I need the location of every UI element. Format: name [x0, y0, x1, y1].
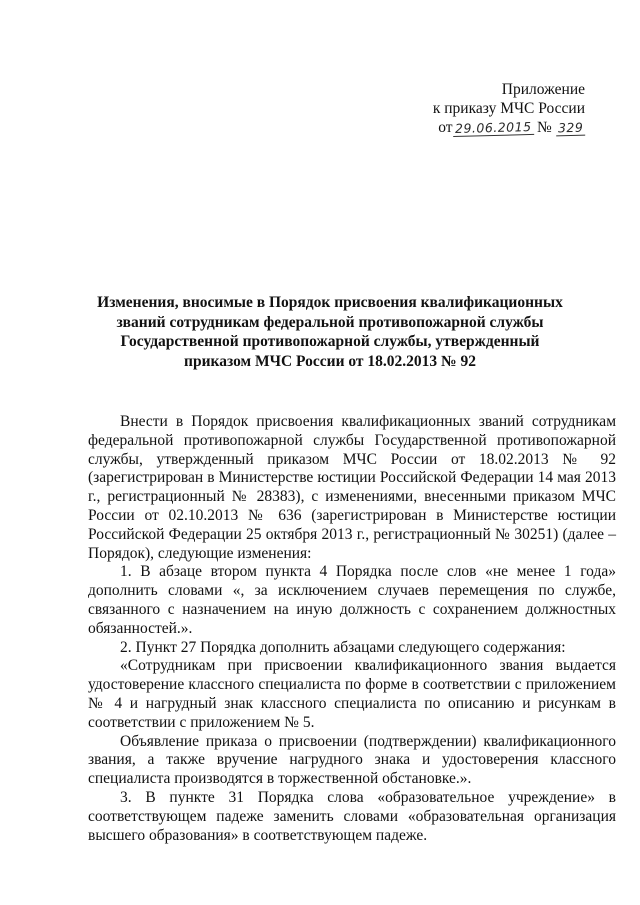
- document-title: [90, 293, 570, 371]
- document-body: [88, 413, 616, 845]
- title-line-2: званий сотрудникам федеральной противопожарной службы: [116, 313, 544, 331]
- item-3-paragraph: 3. В пункте 31 Порядка слова «образовательное учреждение» в соответствующем падеже заменить словами «образовательная организация высшего образования» в соответствующем падеже.: [88, 788, 616, 844]
- item-2-quote-paragraph-1: «Сотрудникам при присвоении квалификационного звания выдается удостоверение классного специалиста по форме в соответствии с приложением № 4 и нагрудный знак классного специалиста по описанию и рисункам в соответствии с приложением № 5.: [88, 657, 616, 731]
- intro-paragraph: Внести в Порядок присвоения квалификационных званий сотрудникам федеральной противопожарной службы Государственной противопожарной службы, утвержденный приказом МЧС России от 18.02.2013 № 92 (зарегистрирован в Министерстве юстиции Российской Федерации 14 мая 2013 г., регистрационный № 28383), с изменениями, внесенными приказом МЧС России от 02.10.2013 № 636 (зарегистрирован в Министерстве юстиции Российской Федерации 25 октября 2013 г., регистрационный № 30251) (далее – Порядок), следующие изменения:: [88, 413, 616, 562]
- title-line-3: Государственной противопожарной службы, утвержденный: [120, 333, 540, 350]
- title-line-4: приказом МЧС России от 18.02.2013 № 92: [184, 352, 476, 370]
- appendix-heading: Приложение: [501, 81, 585, 98]
- item-2-quote-paragraph-2: Объявление приказа о присвоении (подтверждении) квалификационного звания, а также вручение нагрудного знака и удостоверения классного специалиста производятся в торжественной обстановке.».: [88, 732, 616, 788]
- title-line-1: Изменения, вносимые в Порядок присвоения квалификационных: [97, 294, 563, 311]
- date-prefix: от: [438, 119, 453, 136]
- appendix-block: [345, 80, 585, 137]
- item-2-paragraph: 2. Пункт 27 Порядка дополнить абзацами следующего содержания:: [120, 638, 566, 656]
- handwritten-date: 29.06.2015: [452, 119, 533, 137]
- appendix-date-number-line: [345, 118, 585, 137]
- handwritten-number: 329: [555, 120, 585, 137]
- item-1-paragraph: 1. В абзаце втором пункта 4 Порядка после слов «не менее 1 года» дополнить словами «, за исключением случаев перемещения по службе, связанного с назначением на иную должность с сохранением должностных обязанностей.».: [88, 563, 616, 637]
- number-prefix: №: [536, 119, 552, 136]
- appendix-order-reference: к приказу МЧС России: [432, 100, 585, 117]
